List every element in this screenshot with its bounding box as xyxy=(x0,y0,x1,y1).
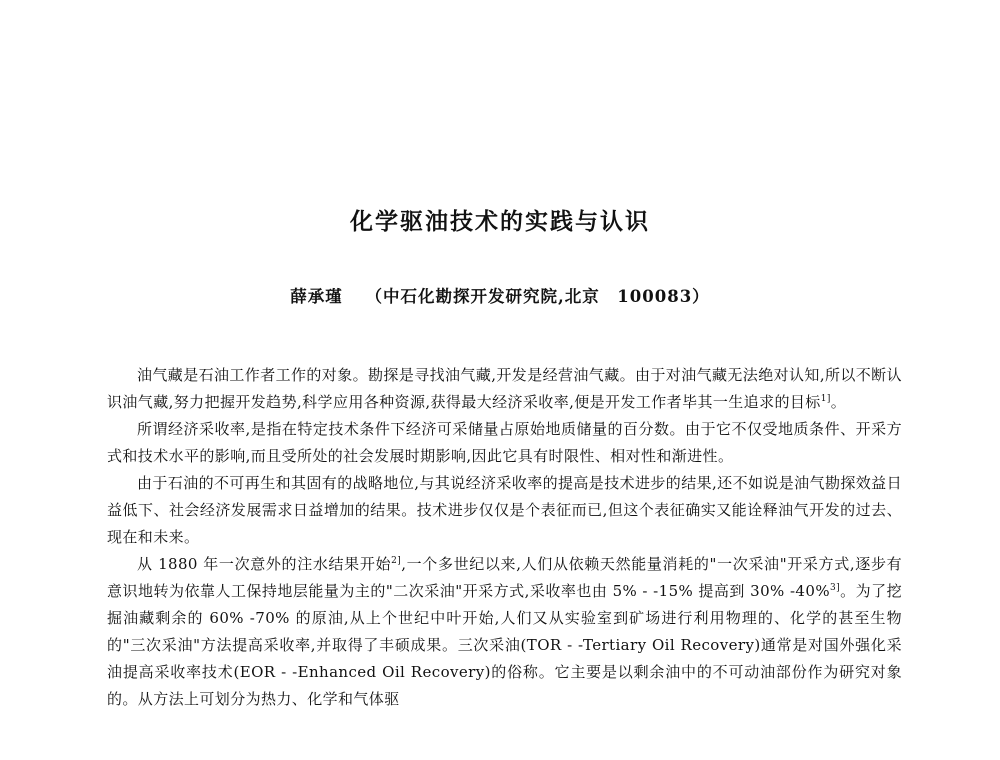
paragraph-1-text: 油气藏是石油工作者工作的对象。勘探是寻找油气藏,开发是经营油气藏。由于对油气藏无法绝对认知,所以不断认识油气藏,努力把握开发趋势,科学应用各种资源,获得最大经济采收率,便是开发工作者毕其一生追求的目标 xyxy=(107,366,902,411)
paragraph-1 xyxy=(107,362,902,416)
author-byline xyxy=(0,283,1000,307)
paragraph-4-pre: 从 1880 年一次意外的注水结果开始 xyxy=(137,555,392,573)
paper-title: 化学驱油技术的实践与认识 xyxy=(350,209,650,235)
paragraph-4-post: 。为了挖掘油藏剩余的 60% -70% 的原油,从上个世纪中叶开始,人们又从实验室到矿场进行利用物理的、化学的甚至生物的"三次采油"方法提高采收率,并取得了丰硕成果。三次采油(TOR - -Tertiary Oil Recovery)通常是对国外强化采油提高采收率技术(EOR - -Enhanced Oil Recovery)的俗称。它主要是以剩余油中的不可动油部份作为研究对象的。从方法上可划分为热力、化学和气体驱 xyxy=(107,582,903,708)
paragraph-2: 所谓经济采收率,是指在特定技术条件下经济可采储量占原始地质储量的百分数。由于它不仅受地质条件、开采方式和技术水平的影响,而且受所处的社会发展时期影响,因此它具有时限性、相对性和渐进性。 xyxy=(107,420,902,465)
paragraph-1-tail: 。 xyxy=(830,393,847,411)
author-name: 薛承瑾 xyxy=(290,287,343,306)
paragraph-4-mid: ,一个多世纪以来,人们从依赖天然能量消耗的"一次采油"开采方式,逐步有意识地转为依靠人工保持地层能量为主的"二次采油"开采方式,采收率也由 5% - -15% 提高到 30% -40% xyxy=(107,555,903,600)
body-text xyxy=(107,362,902,713)
paragraph-3: 由于石油的不可再生和其固有的战略地位,与其说经济采收率的提高是技术进步的结果,还不如说是油气勘探效益日益低下、社会经济发展需求日益增加的结果。技术进步仅仅是个表征而已,但这个表征确实又能诠释油气开发的过去、现在和未来。 xyxy=(107,474,902,546)
author-affiliation: （中石化勘探开发研究院,北京 100083） xyxy=(365,287,710,306)
paragraph-4 xyxy=(107,551,902,713)
citation-ref-3: 3] xyxy=(829,583,841,593)
citation-ref-2: 2] xyxy=(391,556,402,566)
citation-ref-1: 1] xyxy=(820,394,831,404)
